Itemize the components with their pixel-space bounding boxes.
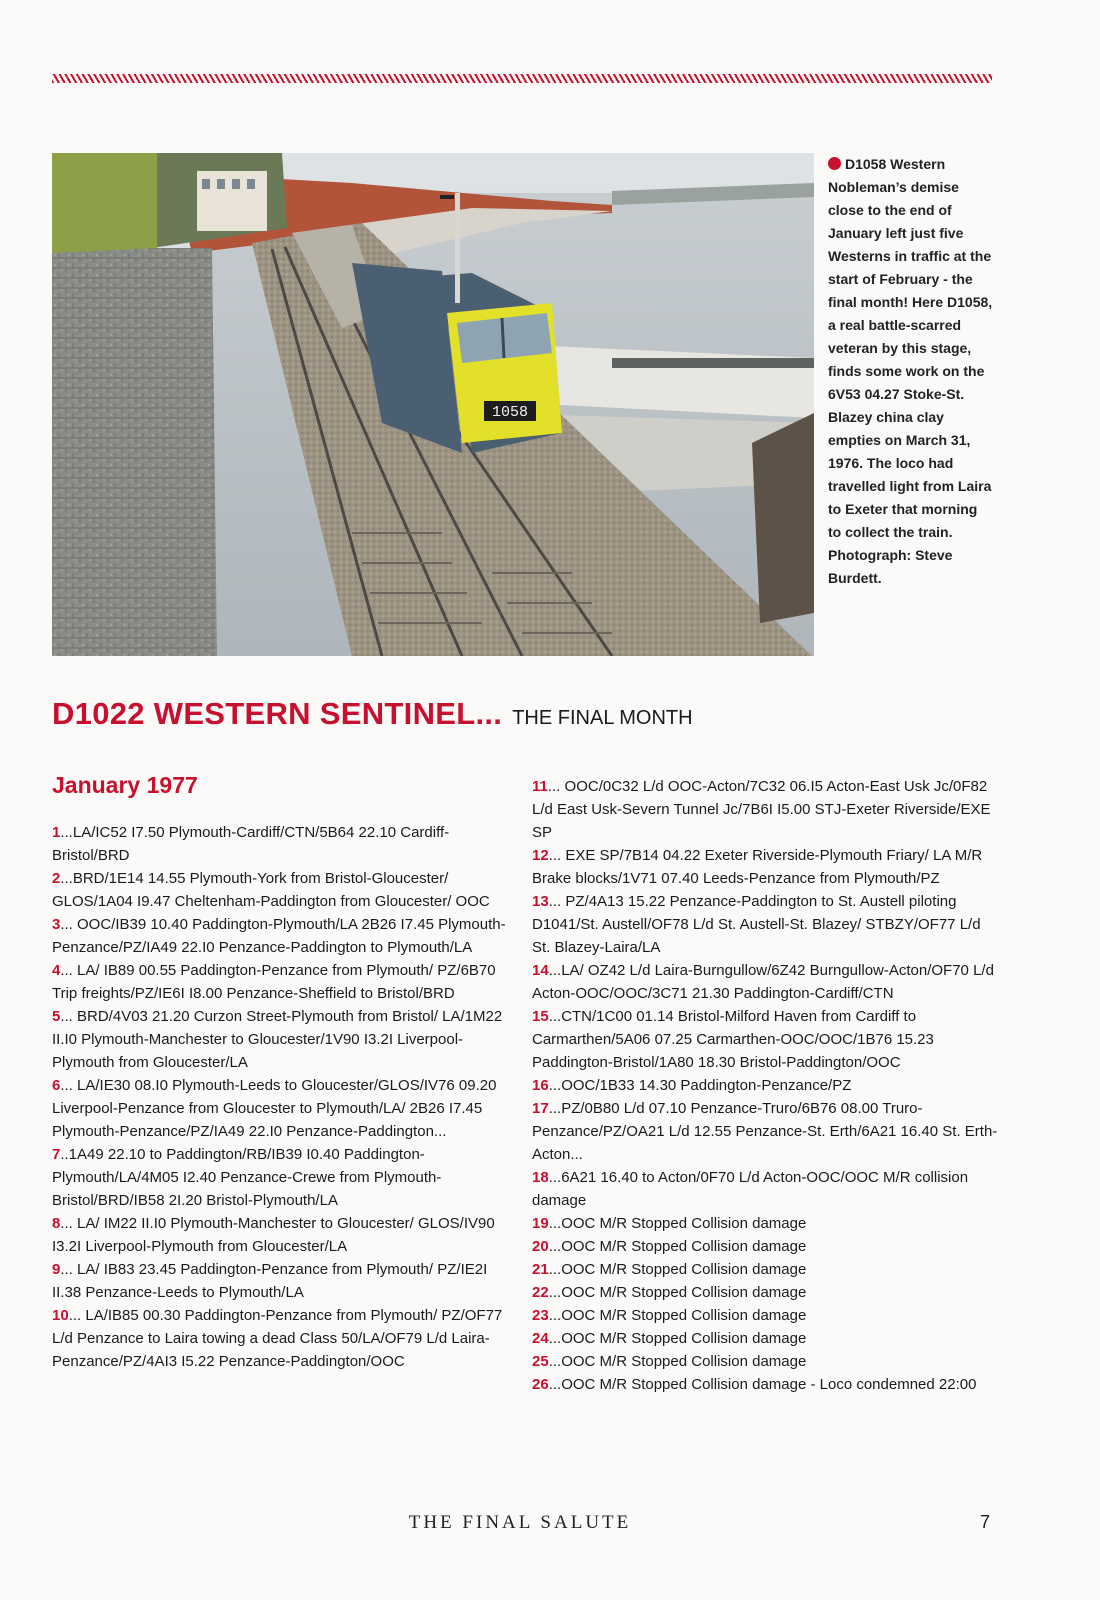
log-day: 3 bbox=[52, 916, 61, 933]
log-entry bbox=[532, 1212, 998, 1235]
log-text: ...OOC M/R Stopped Collision damage bbox=[548, 1284, 807, 1301]
log-column-left bbox=[52, 821, 512, 1373]
log-entry bbox=[52, 1143, 512, 1212]
log-day: 21 bbox=[532, 1261, 549, 1278]
log-entry bbox=[532, 959, 998, 1005]
log-day: 16 bbox=[532, 1077, 549, 1094]
log-entry bbox=[532, 1350, 998, 1373]
running-footer-title: THE FINAL SALUTE bbox=[408, 1512, 632, 1533]
log-entry bbox=[532, 1235, 998, 1258]
log-text: ...OOC M/R Stopped Collision damage bbox=[548, 1238, 807, 1255]
photo-illustration bbox=[52, 153, 814, 656]
log-day: 5 bbox=[52, 1008, 61, 1025]
log-entry bbox=[532, 775, 998, 844]
log-text: ...OOC M/R Stopped Collision damage bbox=[548, 1353, 807, 1370]
log-text: ... LA/ IB83 23.45 Paddington-Penzance from Plymouth/ PZ/IE2I II.38 Penzance-Leeds to Plymouth/LA bbox=[52, 1261, 488, 1301]
headline-title: D1022 WESTERN SENTINEL... bbox=[52, 696, 503, 731]
log-text: ...OOC M/R Stopped Collision damage bbox=[548, 1307, 807, 1324]
log-day: 1 bbox=[52, 824, 61, 841]
log-entry bbox=[532, 890, 998, 959]
log-text: ... EXE SP/7B14 04.22 Exeter Riverside-Plymouth Friary/ LA M/R Brake blocks/1V71 07.40 Leeds-Penzance from Plymouth/PZ bbox=[532, 847, 983, 887]
log-text: ... PZ/4A13 15.22 Penzance-Paddington to St. Austell piloting D1041/St. Austell/OF78 L/d St. Austell-St. Blazey/ STBZY/OF77 L/d St. Blazey-Laira/LA bbox=[532, 893, 981, 956]
page-number: 7 bbox=[980, 1512, 991, 1532]
log-day: 10 bbox=[52, 1307, 69, 1324]
log-day: 14 bbox=[532, 962, 549, 979]
log-text: ... BRD/4V03 21.20 Curzon Street-Plymouth from Bristol/ LA/1M22 II.I0 Plymouth-Manchester to Gloucester/1V90 I3.2I Liverpool-Plymouth from Gloucester/LA bbox=[52, 1008, 503, 1071]
log-text: ...LA/IC52 I7.50 Plymouth-Cardiff/CTN/5B64 22.10 Cardiff-Bristol/BRD bbox=[52, 824, 450, 864]
log-day: 13 bbox=[532, 893, 549, 910]
log-text: ...PZ/0B80 L/d 07.10 Penzance-Truro/6B76 08.00 Truro-Penzance/PZ/OA21 L/d 12.55 Penzance-St. Erth/6A21 16.40 St. Erth-Acton... bbox=[532, 1100, 998, 1163]
log-entry bbox=[52, 1304, 512, 1373]
log-text: ...6A21 16.40 to Acton/0F70 L/d Acton-OOC/OOC M/R collision damage bbox=[532, 1169, 969, 1209]
month-heading: January 1977 bbox=[52, 772, 198, 798]
log-text: ... LA/ IM22 II.I0 Plymouth-Manchester to Gloucester/ GLOS/IV90 I3.2I Liverpool-Plymouth from Gloucester/LA bbox=[52, 1215, 495, 1255]
log-day: 7 bbox=[52, 1146, 61, 1163]
trackside-hut bbox=[752, 413, 814, 623]
log-day: 26 bbox=[532, 1376, 549, 1393]
log-entry bbox=[532, 1005, 998, 1074]
log-text: ...OOC M/R Stopped Collision damage bbox=[548, 1261, 807, 1278]
log-entry bbox=[532, 1166, 998, 1212]
log-day: 9 bbox=[52, 1261, 61, 1278]
log-entry bbox=[52, 1005, 512, 1074]
log-text: ... OOC/0C32 L/d OOC-Acton/7C32 06.I5 Acton-East Usk Jc/0F82 L/d East Usk-Severn Tunnel Jc/7B6I I5.00 STJ-Exeter Riverside/EXE SP bbox=[532, 778, 991, 841]
decorative-hatch-rule bbox=[52, 74, 992, 83]
log-entry bbox=[532, 844, 998, 890]
log-text: ...BRD/1E14 14.55 Plymouth-York from Bristol-Gloucester/ GLOS/1A04 I9.47 Cheltenham-Paddington from Gloucester/ OOC bbox=[52, 870, 490, 910]
log-text: ...LA/ OZ42 L/d Laira-Burngullow/6Z42 Burngullow-Acton/OF70 L/d Acton-OOC/OOC/3C71 21.30 Paddington-Cardiff/CTN bbox=[532, 962, 994, 1002]
log-text: ... OOC/IB39 10.40 Paddington-Plymouth/LA 2B26 I7.45 Plymouth-Penzance/PZ/IA49 22.I0 Penzance-Paddington to Plymouth/LA bbox=[52, 916, 506, 956]
log-text: ... LA/IE30 08.I0 Plymouth-Leeds to Gloucester/GLOS/IV76 09.20 Liverpool-Penzance from Gloucester to Plymouth/LA/ 2B26 I7.45 Plymouth-Penzance/PZ/IA49 22.I0 Penzance-Paddington... bbox=[52, 1077, 497, 1140]
log-entry bbox=[52, 1258, 512, 1304]
groyne bbox=[612, 358, 814, 368]
log-day: 20 bbox=[532, 1238, 549, 1255]
log-entry bbox=[52, 1074, 512, 1143]
log-entry bbox=[532, 1281, 998, 1304]
log-entry bbox=[532, 1327, 998, 1350]
log-entry bbox=[52, 821, 512, 867]
log-column-right bbox=[532, 775, 998, 1396]
log-day: 24 bbox=[532, 1330, 549, 1347]
log-entry bbox=[532, 1304, 998, 1327]
railway-photograph bbox=[52, 153, 814, 656]
log-text: ... LA/IB85 00.30 Paddington-Penzance from Plymouth/ PZ/OF77 L/d Penzance to Laira towing a dead Class 50/LA/OF79 L/d Laira-Penzance/PZ/4AI3 I5.22 Penzance-Paddington/OOC bbox=[52, 1307, 503, 1370]
log-entry bbox=[532, 1373, 998, 1396]
log-entry bbox=[532, 1097, 998, 1166]
signal-post bbox=[455, 193, 460, 303]
log-day: 6 bbox=[52, 1077, 61, 1094]
log-entry bbox=[52, 1212, 512, 1258]
stone-wall bbox=[52, 248, 217, 656]
log-day: 8 bbox=[52, 1215, 61, 1232]
log-entry bbox=[52, 867, 512, 913]
log-day: 17 bbox=[532, 1100, 549, 1117]
log-entry bbox=[52, 959, 512, 1005]
green-shelter bbox=[52, 153, 157, 253]
headline-subtitle: THE FINAL MONTH bbox=[512, 707, 693, 729]
photo-caption bbox=[828, 153, 994, 590]
loco-number-text: 1058 bbox=[491, 404, 529, 421]
caption-text: D1058 Western Nobleman’s demise close to the end of January left just five Westerns in traffic at the start of February - the final month! Here D1058, a real battle-scarred veteran by this stage, finds some work on the 6V53 04.27 Stoke-St. Blazey china clay empties on March 31, 1976. The loco had travelled light from Laira to Exeter that morning to collect the train. Photograph: Steve Burdett. bbox=[828, 156, 993, 586]
log-entry bbox=[532, 1074, 998, 1097]
log-text: ...CTN/1C00 01.14 Bristol-Milford Haven from Cardiff to Carmarthen/5A06 07.25 Carmarthen-OOC/OOC/1B76 15.23 Paddington-Bristol/1A80 18.30 Bristol-Paddington/OOC bbox=[532, 1008, 934, 1071]
log-day: 22 bbox=[532, 1284, 549, 1301]
log-day: 11 bbox=[532, 778, 548, 795]
log-day: 23 bbox=[532, 1307, 549, 1324]
log-day: 4 bbox=[52, 962, 61, 979]
log-day: 2 bbox=[52, 870, 61, 887]
red-bullet-icon bbox=[828, 157, 841, 170]
log-day: 12 bbox=[532, 847, 549, 864]
log-text: ...OOC M/R Stopped Collision damage bbox=[548, 1215, 807, 1232]
log-text: ...OOC M/R Stopped Collision damage - Loco condemned 22:00 bbox=[548, 1376, 977, 1393]
log-text: ..1A49 22.10 to Paddington/RB/IB39 I0.40 Paddington-Plymouth/LA/4M05 I2.40 Penzance-Crewe from Plymouth-Bristol/BRD/IB58 2I.20 Bristol-Plymouth/LA bbox=[52, 1146, 442, 1209]
log-text: ... LA/ IB89 00.55 Paddington-Penzance from Plymouth/ PZ/6B70 Trip freights/PZ/IE6I I8.00 Penzance-Sheffield to Bristol/BRD bbox=[52, 962, 496, 1002]
log-day: 15 bbox=[532, 1008, 549, 1025]
log-day: 25 bbox=[532, 1353, 549, 1370]
log-text: ...OOC M/R Stopped Collision damage bbox=[548, 1330, 807, 1347]
log-entry bbox=[532, 1258, 998, 1281]
log-entry bbox=[52, 913, 512, 959]
log-day: 18 bbox=[532, 1169, 549, 1186]
article-headline bbox=[52, 696, 693, 732]
log-day: 19 bbox=[532, 1215, 549, 1232]
log-text: ...OOC/1B33 14.30 Paddington-Penzance/PZ bbox=[548, 1077, 852, 1094]
signal-arm bbox=[440, 195, 454, 199]
